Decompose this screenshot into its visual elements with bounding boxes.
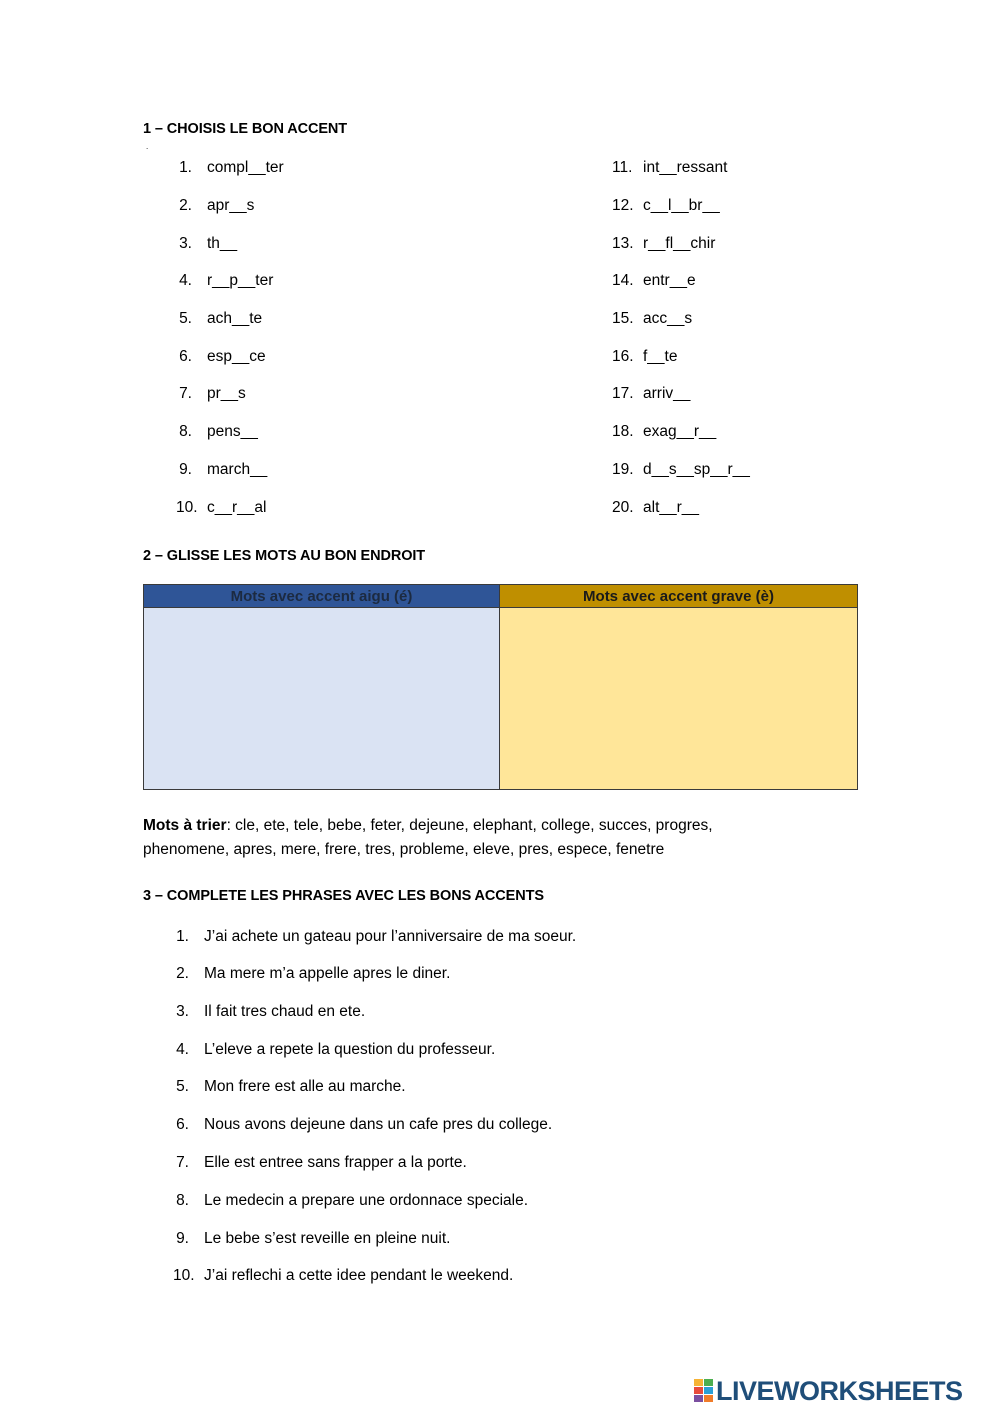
blank-word[interactable]: pens__	[207, 423, 258, 440]
blank-word[interactable]: march__	[207, 461, 268, 478]
logo-text: LIVEWORKSHEETS	[716, 1376, 963, 1406]
exercise-item: 18. exag__r__	[612, 423, 717, 440]
section3-title: 3 – COMPLETE LES PHRASES AVEC LES BONS ACCENTS	[143, 888, 544, 904]
sentence-text[interactable]: Mon frere est alle au marche.	[204, 1078, 406, 1095]
exercise-item: 15. acc__s	[612, 310, 693, 327]
sentence-item: 8. Le medecin a prepare une ordonnace speciale.	[176, 1192, 529, 1209]
blank-word[interactable]: d__s__sp__r__	[643, 461, 750, 478]
blank-word[interactable]: entr__e	[643, 272, 696, 289]
exercise-item: 3. th__	[179, 235, 238, 252]
sentence-text[interactable]: J’ai reflechi a cette idee pendant le weekend.	[204, 1267, 514, 1284]
blank-word[interactable]: acc__s	[643, 310, 693, 327]
sentence-item: 2. Ma mere m’a appelle apres le diner.	[176, 965, 451, 982]
words-label: Mots à trier	[143, 817, 227, 834]
blank-word[interactable]: r__p__ter	[207, 272, 274, 289]
sorting-table	[143, 584, 858, 790]
aigu-column	[144, 585, 500, 789]
exercise-item: 2. apr__s	[179, 197, 255, 214]
sentence-item: 9. Le bebe s’est reveille en pleine nuit.	[176, 1230, 451, 1247]
blank-word[interactable]: c__l__br__	[643, 197, 720, 214]
sentence-item: 3. Il fait tres chaud en ete.	[176, 1003, 366, 1020]
blank-word[interactable]: ach__te	[207, 310, 263, 327]
blank-word[interactable]: arriv__	[643, 385, 691, 402]
exercise-item: 19. d__s__sp__r__	[612, 461, 750, 478]
blank-word[interactable]: pr__s	[207, 385, 246, 402]
words-to-sort	[143, 814, 803, 862]
blank-word[interactable]: alt__r__	[643, 499, 700, 516]
exercise-item: 13. r__fl__chir	[612, 235, 716, 252]
sentence-text[interactable]: J’ai achete un gateau pour l’anniversaire de ma soeur.	[204, 928, 577, 945]
sentence-item: 4. L’eleve a repete la question du professeur.	[176, 1041, 496, 1058]
exercise-item: 6. esp__ce	[179, 348, 266, 365]
liveworksheets-logo-icon	[694, 1378, 714, 1404]
exercise-item: 8. pens__	[179, 423, 258, 440]
words-list: : cle, ete, tele, bebe, feter, dejeune, elephant, college, succes, progres, phenomene, apres, mere, frere, tres, probleme, eleve, pres, espece, fenetre	[143, 817, 713, 858]
exercise-item: 5. ach__te	[179, 310, 263, 327]
exercise-item: 12. c__l__br__	[612, 197, 720, 214]
sentence-item: 7. Elle est entree sans frapper a la porte.	[176, 1154, 467, 1171]
sentence-text[interactable]: Il fait tres chaud en ete.	[204, 1003, 366, 1020]
sentence-item: 5. Mon frere est alle au marche.	[176, 1078, 406, 1095]
sentence-text[interactable]: Le bebe s’est reveille en pleine nuit.	[204, 1230, 451, 1247]
exercise-item: 1. compl__ter	[179, 159, 284, 176]
sentence-item: 6. Nous avons dejeune dans un cafe pres du college.	[176, 1116, 553, 1133]
blank-word[interactable]: int__ressant	[643, 159, 728, 176]
blank-word[interactable]: esp__ce	[207, 348, 266, 365]
exercise-item: 11. int__ressant	[612, 159, 728, 176]
sentence-text[interactable]: L’eleve a repete la question du professeur.	[204, 1041, 496, 1058]
exercise-item: 16. f__te	[612, 348, 678, 365]
exercise-item: 17. arriv__	[612, 385, 691, 402]
exercise-item: 7. pr__s	[179, 385, 246, 402]
blank-word[interactable]: th__	[207, 235, 238, 252]
exercise-item: 20. alt__r__	[612, 499, 700, 516]
section2-title: 2 – GLISSE LES MOTS AU BON ENDROIT	[143, 548, 426, 564]
blank-word[interactable]: f__te	[643, 348, 678, 365]
stray-mark: .	[146, 142, 149, 151]
sentence-text[interactable]: Ma mere m’a appelle apres le diner.	[204, 965, 451, 982]
section1-title: 1 – CHOISIS LE BON ACCENT	[143, 121, 348, 137]
grave-header: Mots avec accent grave (è)	[500, 585, 857, 608]
exercise-item: 9. march__	[179, 461, 268, 478]
sentence-text[interactable]: Nous avons dejeune dans un cafe pres du college.	[204, 1116, 553, 1133]
sentence-text[interactable]: Elle est entree sans frapper a la porte.	[204, 1154, 467, 1171]
exercise-item: 14. entr__e	[612, 272, 696, 289]
exercise-item: 4. r__p__ter	[179, 272, 274, 289]
sentence-item: 10. J’ai reflechi a cette idee pendant le weekend.	[173, 1267, 514, 1284]
blank-word[interactable]: c__r__al	[207, 499, 267, 516]
blank-word[interactable]: compl__ter	[207, 159, 284, 176]
aigu-header: Mots avec accent aigu (é)	[144, 585, 499, 608]
blank-word[interactable]: apr__s	[207, 197, 255, 214]
aigu-drop-zone[interactable]	[144, 608, 499, 789]
sentence-item: 1. J’ai achete un gateau pour l’anniversaire de ma soeur.	[176, 928, 577, 945]
sentence-text[interactable]: Le medecin a prepare une ordonnace speciale.	[204, 1192, 529, 1209]
grave-column	[500, 585, 857, 789]
exercise-item: 10. c__r__al	[176, 499, 267, 516]
liveworksheets-logo[interactable]	[694, 1376, 963, 1406]
blank-word[interactable]: r__fl__chir	[643, 235, 716, 252]
grave-drop-zone[interactable]	[500, 608, 857, 789]
blank-word[interactable]: exag__r__	[643, 423, 717, 440]
